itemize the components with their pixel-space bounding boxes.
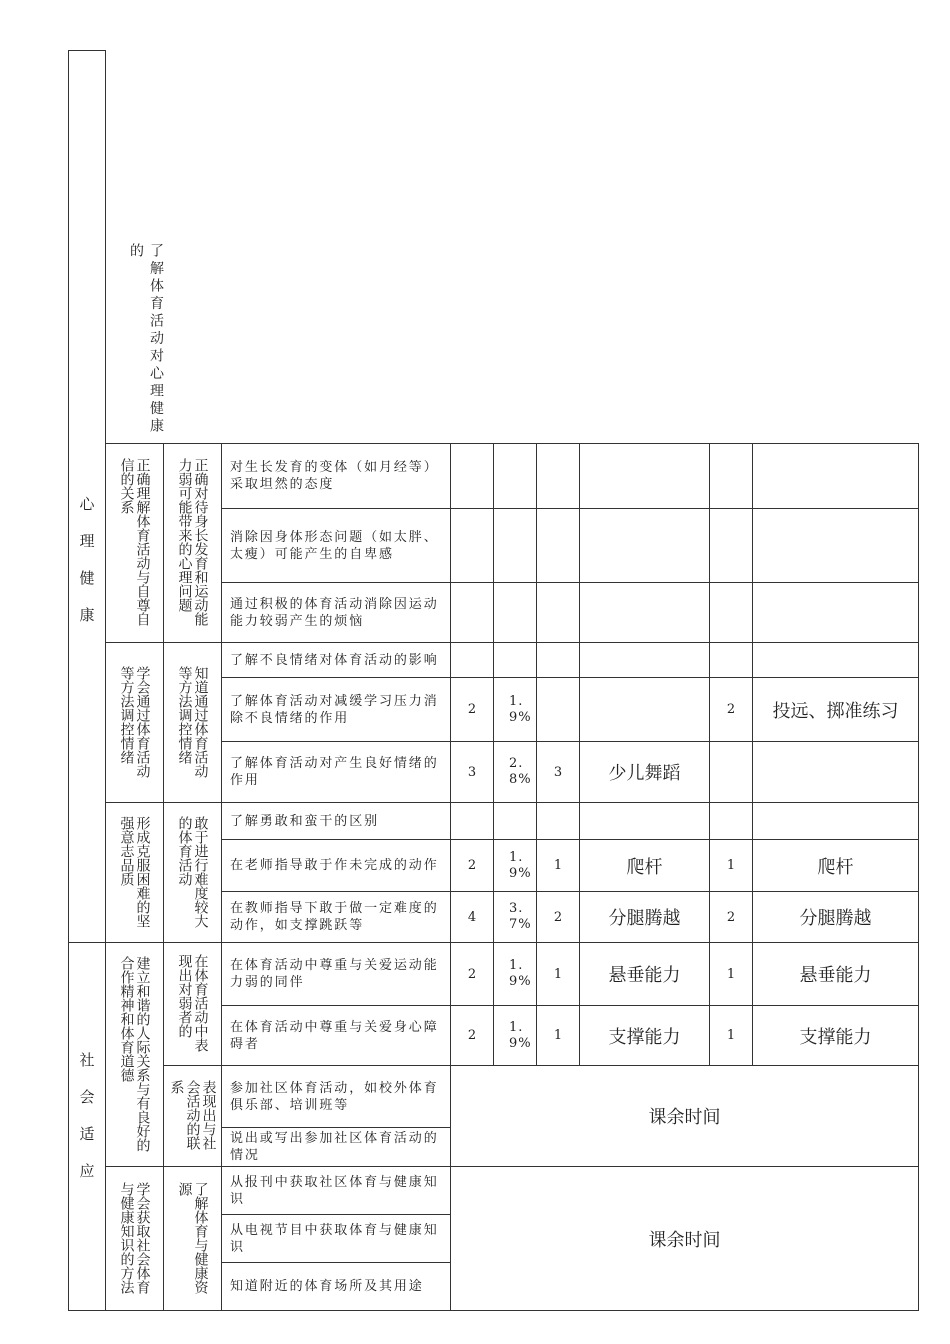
activity: 支撑能力 bbox=[753, 1006, 919, 1066]
item-text: 参加社区体育活动，如校外体育俱乐部、培训班等 bbox=[222, 1066, 451, 1128]
item-text: 了解体育活动对减缓学习压力消除不良情绪的作用 bbox=[222, 678, 451, 742]
goal-text: 学会通过体育活动等方法调控情绪 bbox=[118, 665, 151, 778]
count: 2 bbox=[710, 892, 753, 943]
goal-text: 建立和谐的人际关系与有良好的合作精神和体育道德 bbox=[118, 955, 151, 1152]
goal-cell bbox=[106, 943, 164, 1167]
goal-cell bbox=[106, 1167, 164, 1311]
item-text: 了解勇敢和蛮干的区别 bbox=[222, 803, 451, 840]
percent: 2.8% bbox=[509, 756, 532, 787]
goal-text: 正确理解体育活动与自尊自信的关系 bbox=[118, 458, 151, 626]
top-goal-cell bbox=[106, 51, 919, 444]
item-text: 在体育活动中尊重与关爱身心障碍者 bbox=[222, 1006, 451, 1066]
activity: 悬垂能力 bbox=[580, 943, 710, 1006]
sub-goal-cell bbox=[164, 1167, 222, 1311]
count: 2 bbox=[451, 1006, 494, 1066]
merged-time-cell: 课余时间 bbox=[451, 1167, 919, 1311]
sub-goal-text: 在体育活动中表现出对弱者的 bbox=[176, 954, 209, 1052]
activity: 分腿腾越 bbox=[753, 892, 919, 943]
item-text: 在老师指导敢于作未完成的动作 bbox=[222, 840, 451, 892]
sub-goal-text: 正确对待身长发育和运动能力弱可能带来的心理问题 bbox=[176, 458, 209, 626]
item-text: 对生长发育的变体（如月经等）采取坦然的态度 bbox=[222, 444, 451, 509]
activity: 少儿舞蹈 bbox=[580, 742, 710, 803]
count: 1 bbox=[537, 1006, 580, 1066]
percent: 3.7% bbox=[509, 901, 532, 932]
activity: 爬杆 bbox=[753, 840, 919, 892]
activity: 投远、掷准练习 bbox=[753, 678, 919, 742]
count bbox=[710, 742, 753, 803]
sub-goal-cell bbox=[164, 444, 222, 643]
count: 2 bbox=[451, 943, 494, 1006]
percent: 1.9% bbox=[509, 1019, 532, 1051]
section-social bbox=[69, 943, 106, 1311]
activity bbox=[580, 678, 710, 742]
count: 2 bbox=[537, 892, 580, 943]
sub-goal-text: 敢于进行难度较大的体育活动 bbox=[176, 815, 209, 928]
activity: 悬垂能力 bbox=[753, 943, 919, 1006]
count bbox=[537, 678, 580, 742]
count: 2 bbox=[451, 678, 494, 742]
top-goal-text: 了解体育活动对心理健康的 bbox=[128, 243, 164, 436]
count: 1 bbox=[537, 840, 580, 892]
goal-text: 形成克服困难的坚强意志品质 bbox=[118, 815, 151, 928]
goal-text: 学会获取社会体育与健康知识的方法 bbox=[118, 1181, 151, 1294]
sub-goal-cell bbox=[164, 1066, 222, 1167]
count: 3 bbox=[537, 742, 580, 803]
activity: 支撑能力 bbox=[580, 1006, 710, 1066]
item-text: 消除因身体形态问题（如太胖、太瘦）可能产生的自卑感 bbox=[222, 509, 451, 583]
count: 2 bbox=[710, 678, 753, 742]
section-label: 社会适应 bbox=[77, 1051, 96, 1200]
count: 1 bbox=[710, 1006, 753, 1066]
sub-goal-text: 表现出与社会活动的联系 bbox=[168, 1080, 217, 1150]
item-text: 了解不良情绪对体育活动的影响 bbox=[222, 643, 451, 678]
item-text: 通过积极的体育活动消除因运动能力较弱产生的烦恼 bbox=[222, 583, 451, 643]
count: 3 bbox=[451, 742, 494, 803]
curriculum-table bbox=[68, 50, 919, 1311]
item-text: 了解体育活动对产生良好情绪的作用 bbox=[222, 742, 451, 803]
item-text: 知道附近的体育场所及其用途 bbox=[222, 1263, 451, 1311]
sub-goal-cell bbox=[164, 803, 222, 943]
activity bbox=[753, 742, 919, 803]
percent: 1.9% bbox=[509, 849, 532, 881]
count: 2 bbox=[451, 840, 494, 892]
item-text: 在教师指导下敢于做一定难度的动作，如支撑跳跃等 bbox=[222, 892, 451, 943]
goal-cell bbox=[106, 803, 164, 943]
goal-cell bbox=[106, 643, 164, 803]
count: 4 bbox=[451, 892, 494, 943]
item-text: 在体育活动中尊重与关爱运动能力弱的同伴 bbox=[222, 943, 451, 1006]
sub-goal-cell bbox=[164, 943, 222, 1066]
count: 1 bbox=[710, 943, 753, 1006]
count: 1 bbox=[537, 943, 580, 1006]
item-text: 从电视节目中获取体育与健康知识 bbox=[222, 1215, 451, 1263]
item-text: 说出或写出参加社区体育活动的情况 bbox=[222, 1128, 451, 1167]
sub-goal-text: 了解体育与健康资源 bbox=[176, 1181, 209, 1294]
activity: 爬杆 bbox=[580, 840, 710, 892]
percent: 1.9% bbox=[509, 693, 532, 725]
sub-goal-cell bbox=[164, 643, 222, 803]
goal-cell bbox=[106, 444, 164, 643]
merged-time-cell: 课余时间 bbox=[451, 1066, 919, 1167]
item-text: 从报刊中获取社区体育与健康知识 bbox=[222, 1167, 451, 1215]
section-psych bbox=[69, 51, 106, 943]
activity: 分腿腾越 bbox=[580, 892, 710, 943]
count: 1 bbox=[710, 840, 753, 892]
sub-goal-text: 知道通过体育活动等方法调控情绪 bbox=[176, 665, 209, 778]
section-label: 心理健康 bbox=[77, 496, 96, 644]
percent: 1.9% bbox=[509, 958, 532, 989]
